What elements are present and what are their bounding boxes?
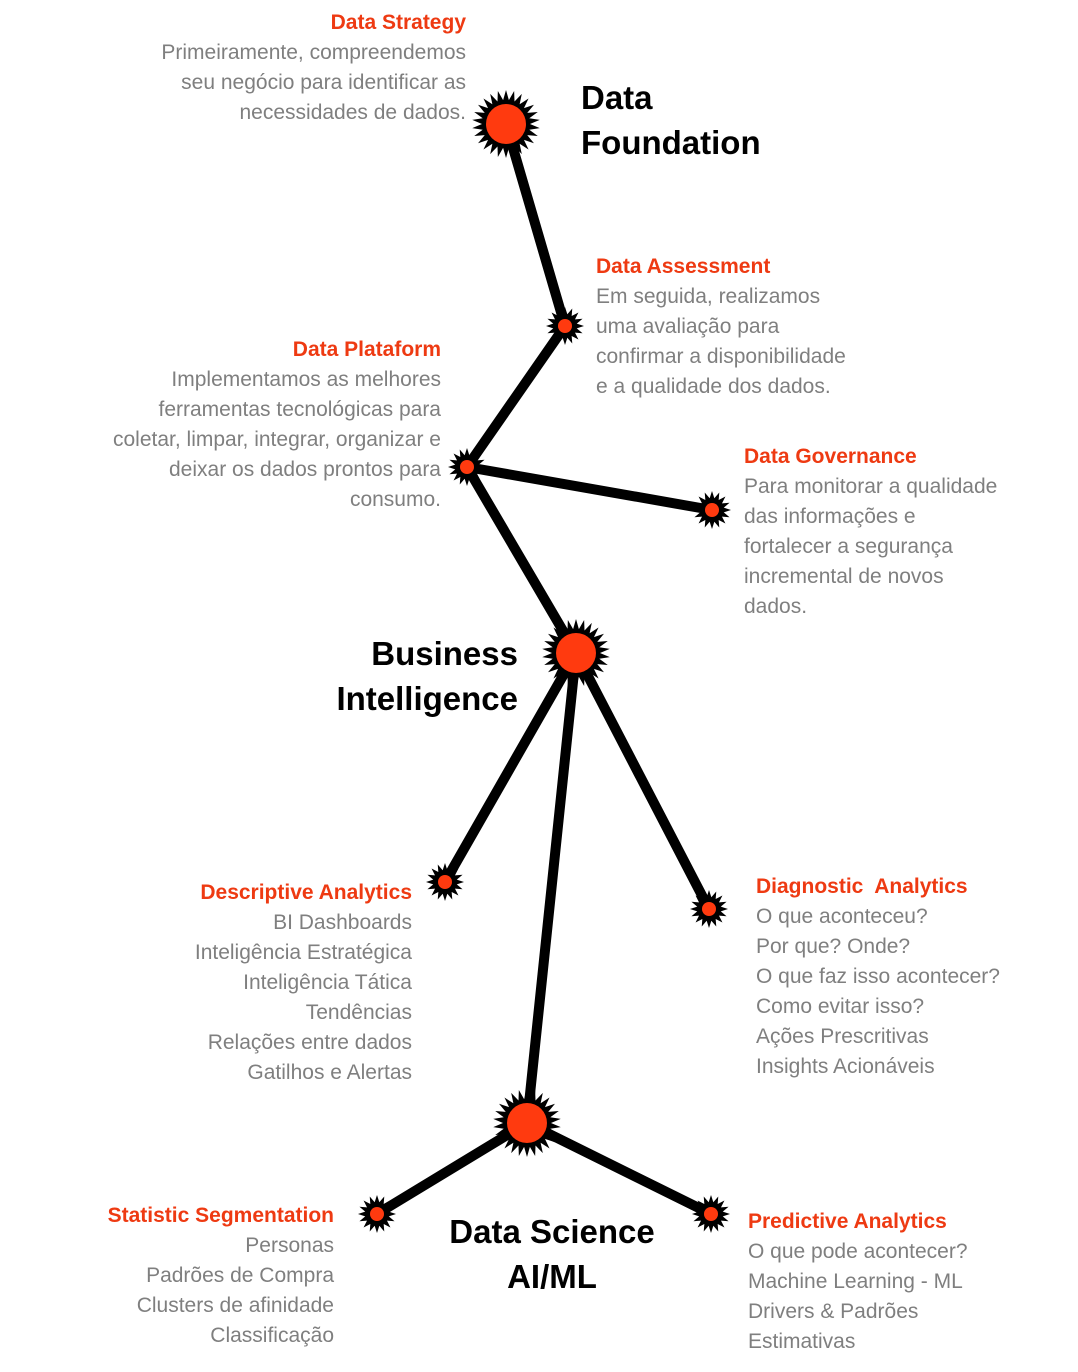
step-statistic-segmentation: [108, 1201, 334, 1351]
connector-line: [467, 467, 576, 653]
node-core: [438, 875, 452, 889]
step-description-line: Insights Acionáveis: [756, 1055, 935, 1078]
phase-title-data-science: [432, 1209, 672, 1299]
phase-title-line: AI/ML: [507, 1258, 597, 1295]
step-description-line: Implementamos as melhores: [171, 368, 441, 391]
step-description-line: O que pode acontecer?: [748, 1240, 968, 1263]
node-business-intelligence: [542, 619, 610, 687]
step-description-line: Classificação: [210, 1324, 334, 1347]
node-core: [460, 460, 474, 474]
step-title: Data Assessment: [596, 255, 771, 278]
node-descriptive-analytics: [426, 863, 464, 901]
step-description-line: coletar, limpar, integrar, organizar e: [112, 428, 441, 451]
node-core: [558, 319, 572, 333]
connector-line: [467, 467, 712, 510]
step-data-governance: [744, 442, 997, 622]
step-title: Data Strategy: [330, 11, 466, 34]
step-description-line: Personas: [245, 1234, 334, 1257]
node-statistic-segmentation: [358, 1195, 396, 1233]
phase-title-line: Data Science: [449, 1213, 655, 1250]
node-core: [507, 1103, 547, 1143]
node-core: [556, 633, 596, 673]
step-title: Statistic Segmentation: [107, 1204, 334, 1227]
node-predictive-analytics: [692, 1195, 730, 1233]
step-data-assessment: [596, 252, 846, 402]
node-core: [486, 104, 526, 144]
phase-title-line: Business: [371, 635, 518, 672]
step-description-line: Inteligência Estratégica: [194, 941, 412, 964]
step-data-strategy: [161, 8, 466, 128]
step-description-line: Como evitar isso?: [756, 995, 925, 1018]
step-description-line: e a qualidade dos dados.: [596, 375, 831, 398]
step-title: Predictive Analytics: [748, 1210, 947, 1233]
node-data-governance: [693, 491, 731, 529]
node-core: [370, 1207, 384, 1221]
step-description-line: incremental de novos: [744, 565, 944, 588]
step-description-line: O que faz isso acontecer?: [756, 965, 1000, 988]
phase-title-line: Foundation: [581, 124, 761, 161]
step-description-line: Padrões de Compra: [146, 1264, 334, 1287]
node-data-strategy: [472, 90, 540, 158]
connector-line: [527, 1123, 711, 1214]
step-description-line: Por que? Onde?: [756, 935, 911, 958]
step-description-line: uma avaliação para: [596, 315, 780, 338]
step-description-line: Em seguida, realizamos: [596, 285, 821, 308]
step-description-line: confirmar a disponibilidade: [596, 345, 846, 368]
step-title: Data Plataform: [292, 338, 441, 361]
step-descriptive-analytics: [195, 878, 412, 1088]
step-data-plataform: [113, 335, 441, 515]
step-description-line: Tendências: [305, 1001, 412, 1024]
phase-title-data-foundation: [581, 75, 761, 165]
node-data-assessment: [546, 307, 584, 345]
step-diagnostic-analytics: [756, 872, 1000, 1082]
step-title: Diagnostic Analytics: [756, 875, 968, 898]
step-description-line: BI Dashboards: [273, 911, 412, 934]
phase-title-business-intelligence: [336, 631, 518, 721]
step-description-line: ferramentas tecnológicas para: [158, 398, 441, 421]
step-description-line: Gatilhos e Alertas: [247, 1061, 412, 1084]
node-core: [702, 902, 716, 916]
step-description-line: Clusters de afinidade: [136, 1294, 334, 1317]
step-description-line: Para monitorar a qualidade: [744, 475, 998, 498]
node-core: [705, 503, 719, 517]
step-title: Data Governance: [744, 445, 917, 468]
step-description-line: Estimativas: [748, 1330, 856, 1353]
step-description-line: O que aconteceu?: [756, 905, 928, 928]
connector-line: [506, 124, 565, 326]
step-description-line: Ações Prescritivas: [756, 1025, 929, 1048]
step-description-line: das informações e: [744, 505, 916, 528]
step-description-line: Machine Learning - ML: [748, 1270, 963, 1293]
step-description-line: consumo.: [349, 488, 441, 511]
node-diagnostic-analytics: [690, 890, 728, 928]
step-predictive-analytics: [748, 1207, 968, 1357]
node-data-science: [493, 1089, 561, 1157]
step-description-line: Inteligência Tática: [243, 971, 412, 994]
step-description-line: Drivers & Padrões: [748, 1300, 919, 1323]
step-description-line: Primeiramente, compreendemos: [161, 41, 466, 64]
step-title: Descriptive Analytics: [200, 881, 412, 904]
step-description-line: necessidades de dados.: [239, 101, 466, 124]
node-data-plataform: [448, 448, 486, 486]
node-core: [704, 1207, 718, 1221]
step-description-line: seu negócio para identificar as: [181, 71, 466, 94]
phase-title-line: Data: [581, 79, 653, 116]
step-description-line: deixar os dados prontos para: [168, 458, 441, 481]
step-description-line: dados.: [744, 595, 808, 618]
connector-line: [576, 653, 709, 909]
connector-line: [467, 326, 565, 467]
step-description-line: fortalecer a segurança: [744, 535, 953, 558]
step-description-line: Relações entre dados: [207, 1031, 412, 1054]
phase-title-line: Intelligence: [336, 680, 518, 717]
